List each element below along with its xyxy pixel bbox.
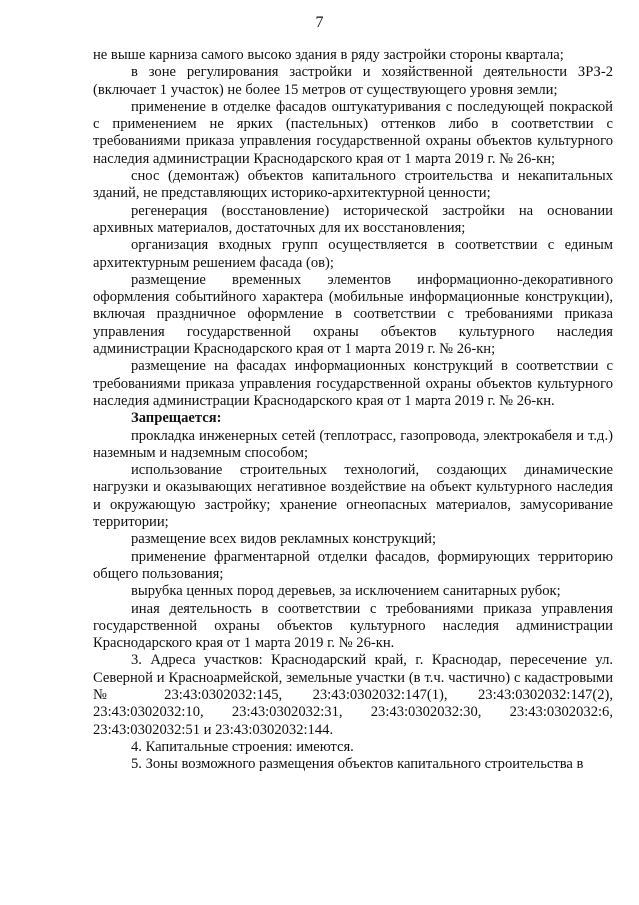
paragraph: иная деятельность в соответствии с требованиями приказа управления государственной охраны объектов культурного наследия администрации Краснодарского края от 1 марта 2019 г. № 26-кн. [93,600,613,652]
section-heading: Запрещается: [131,410,222,427]
paragraph: регенерация (восстановление) исторической застройки на основании архивных материалов, достаточных для их восстановления; [93,202,613,236]
numbered-item: 4. Капитальные строения: имеются. [131,738,354,755]
paragraph: использование строительных технологий, создающих динамические нагрузки и оказывающих негативное воздействие на объект культурного наследия и окружающую застройку; хранение огнеопасных материалов, замусоривание территории; [93,462,613,531]
paragraph: прокладка инженерных сетей (теплотрасс, газопровода, электрокабеля и т.д.) наземным и надземным способом; [93,427,613,461]
paragraph: снос (демонтаж) объектов капитального строительства и некапитальных зданий, не представляющих историко-архитектурной ценности; [93,168,613,202]
paragraph: размещение на фасадах информационных конструкций в соответствии с требованиями приказа управления государственной охраны объектов культурного наследия администрации Краснодарского края от 1 марта 2019 г. № 26-кн. [93,358,613,409]
paragraph: не выше карниза самого высоко здания в ряду застройки стороны квартала; [93,47,564,63]
paragraph: размещение всех видов рекламных конструкций; [131,531,437,548]
paragraph: размещение временных элементов информационно-декоративного оформления событийного характера (мобильные информационные конструкции), включая праздничное оформление в соответствии с требованиями приказа управления государственной охраны объектов культурного наследия администрации Краснодарского края от 1 марта 2019 г. № 26-кн; [93,271,613,358]
document-body [93,47,613,773]
numbered-item: 5. Зоны возможного размещения объектов капитального строительства в [131,756,584,773]
paragraph: организация входных групп осуществляется в соответствии с единым архитектурным решением фасада (ов); [93,237,613,271]
numbered-item: 3. Адреса участков: Краснодарский край, г. Краснодар, пересечение ул. Северной и Красноармейской, земельные участки (в т.ч. частично) с кадастровыми № 23:43:0302032:145, 23:43:0302032:147(1), 23:43:0302032:147(2), 23:43:0302032:10, 23:43:0302032:31, 23:43:0302032:30, 23:43:0302032:6, 23:43:0302032:51 и 23:43:0302032:144. [93,652,613,738]
paragraph: применение фрагментарной отделки фасадов, формирующих территорию общего пользования; [93,548,613,582]
page-number: 7 [315,14,324,31]
paragraph: в зоне регулирования застройки и хозяйственной деятельности ЗРЗ-2 (включает 1 участок) не более 15 метров от существующего уровня земли; [93,64,613,98]
paragraph: вырубка ценных пород деревьев, за исключением санитарных рубок; [131,583,561,600]
paragraph: применение в отделке фасадов оштукатуривания с последующей покраской с применением не ярких (пастельных) оттенков либо в соответствии с требованиями приказа управления государственной охраны объектов культурного наследия администрации Краснодарского края от 1 марта 2019 г. № 26-кн; [93,98,613,167]
